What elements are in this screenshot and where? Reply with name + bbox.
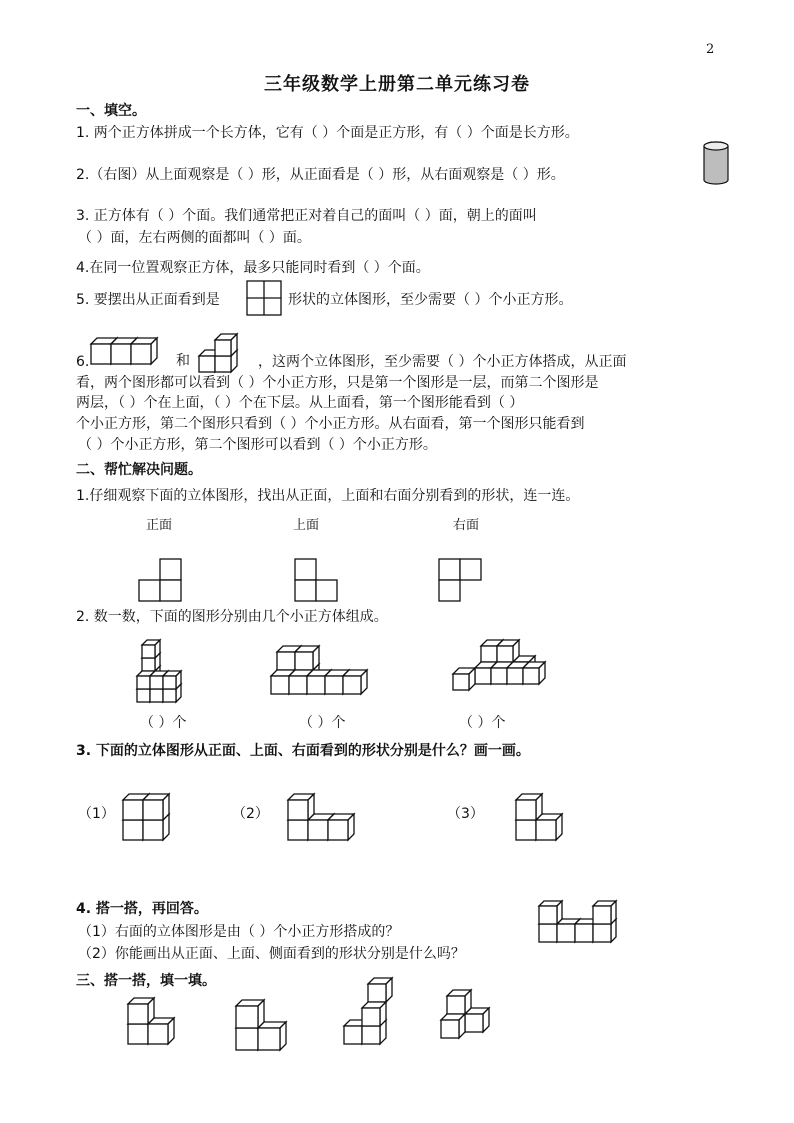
page-title: 三年级数学上册第二单元练习卷 <box>264 74 530 95</box>
section-1-heading: 一、填空。 <box>76 103 146 119</box>
front-view-2x2-grid <box>246 280 282 316</box>
count-answer-3: （ ）个 <box>459 715 506 731</box>
cube <box>163 671 181 689</box>
cube <box>128 998 154 1024</box>
draw-figure-3 <box>515 796 567 842</box>
cube <box>368 978 392 1002</box>
build-figure-a <box>127 996 179 1046</box>
cube <box>441 1014 465 1038</box>
question-1-3-line-2: （ ）面，左右两侧的面都叫（ ）面。 <box>78 230 311 246</box>
question-2-3: 3. 下面的立体图形从正面、上面、右面看到的形状分别是什么？画一画。 <box>76 743 530 759</box>
part-label-1: （1） <box>78 806 115 822</box>
cube <box>453 668 475 690</box>
build-figure-d <box>440 996 486 1040</box>
cube <box>148 1018 174 1044</box>
view-label-front: 正面 <box>146 518 173 533</box>
section-3-heading: 三、搭一搭，填一填。 <box>76 973 216 989</box>
cube <box>465 1008 489 1032</box>
build-figure-c <box>343 996 393 1046</box>
cube <box>288 794 314 820</box>
cube <box>258 1022 286 1050</box>
count-answer-1: （ ）个 <box>140 715 187 731</box>
view-label-right: 右面 <box>453 518 480 533</box>
view-label-top: 上面 <box>293 518 320 533</box>
cube <box>131 338 157 364</box>
question-1-6-number: 6. <box>76 354 90 370</box>
question-1-1: 1. 两个正方体拼成一个长方体，它有（ ）个面是正方形，有（ ）个面是长方形。 <box>76 125 579 141</box>
cube <box>593 901 616 924</box>
cube <box>295 646 319 670</box>
q6-cube-figure-1 <box>90 328 160 368</box>
cube <box>536 814 562 840</box>
draw-figure-1 <box>122 796 172 842</box>
question-1-6-line-3: 两层，（ ）个在上面，（ ）个在下层。从上面看，第一个图形能看到（ ） <box>76 395 524 411</box>
part-label-2: （2） <box>232 806 269 822</box>
question-1-5-part-1: 5. 要摆出从正面看到是 <box>76 292 220 308</box>
question-2-4-title: 4. 搭一搭，再回答。 <box>76 901 208 917</box>
cube <box>215 334 237 356</box>
build-figure-b <box>235 1004 291 1052</box>
question-2-4-2: （2）你能画出从正面、上面、侧面看到的形状分别是什么吗？ <box>78 946 465 962</box>
question-1-6-line-4: 个小正方形，第二个图形只看到（ ）个小正方形。从右面看，第一个图形只能看到 <box>76 416 585 432</box>
question-1-3-line-1: 3. 正方体有（ ）个面。我们通常把正对着自己的面叫（ ）面，朝上的面叫 <box>76 208 537 224</box>
cube <box>328 814 354 840</box>
count-figure-3 <box>452 652 544 692</box>
q6-cube-figure-2 <box>198 326 248 376</box>
question-2-2: 2. 数一数，下面的图形分别由几个小正方体组成。 <box>76 609 388 625</box>
cube <box>523 662 545 684</box>
question-1-4: 4.在同一位置观察正方体，最多只能同时看到（ ）个面。 <box>76 260 430 276</box>
view-shape-3 <box>439 558 483 602</box>
count-figure-1 <box>136 640 186 704</box>
cube <box>343 670 367 694</box>
section-2-heading: 二、帮忙解决问题。 <box>76 462 202 478</box>
cube <box>143 794 169 820</box>
count-answer-2: （ ）个 <box>299 715 346 731</box>
question-1-6-and: 和 <box>176 353 190 369</box>
count-figure-2 <box>270 652 372 696</box>
cylinder-figure <box>702 140 732 190</box>
build-figure <box>538 900 618 944</box>
view-shape-2 <box>295 558 339 602</box>
cube <box>539 901 562 924</box>
cube <box>362 1002 386 1026</box>
question-2-4-1: （1）右面的立体图形是由（ ）个小正方形搭成的？ <box>78 924 400 940</box>
cube <box>236 1000 264 1028</box>
draw-figure-2 <box>287 796 357 842</box>
page-number: 2 <box>706 42 715 57</box>
question-1-6-line-2: 看，两个图形都可以看到（ ）个小正方形，只是第一个图形是一层，而第二个图形是 <box>76 375 599 391</box>
cube <box>497 640 519 662</box>
cube <box>516 794 542 820</box>
cube <box>447 990 471 1014</box>
question-1-6-line-5: （ ）个小正方形，第二个图形可以看到（ ）个小正方形。 <box>78 437 437 453</box>
part-label-3: （3） <box>447 806 484 822</box>
cube <box>142 640 160 658</box>
question-2-1: 1.仔细观察下面的立体图形，找出从正面，上面和右面分别看到的形状，连一连。 <box>76 488 580 504</box>
question-1-5-part-2: 形状的立体图形，至少需要（ ）个小正方形。 <box>288 292 573 308</box>
view-shape-1 <box>139 558 183 602</box>
question-1-2: 2.（右图）从上面观察是（ ）形，从正面看是（ ）形，从右面观察是（ ）形。 <box>76 167 565 183</box>
question-1-6-line-1: ，这两个立体图形，至少需要（ ）个小正方体搭成，从正面 <box>258 354 627 370</box>
